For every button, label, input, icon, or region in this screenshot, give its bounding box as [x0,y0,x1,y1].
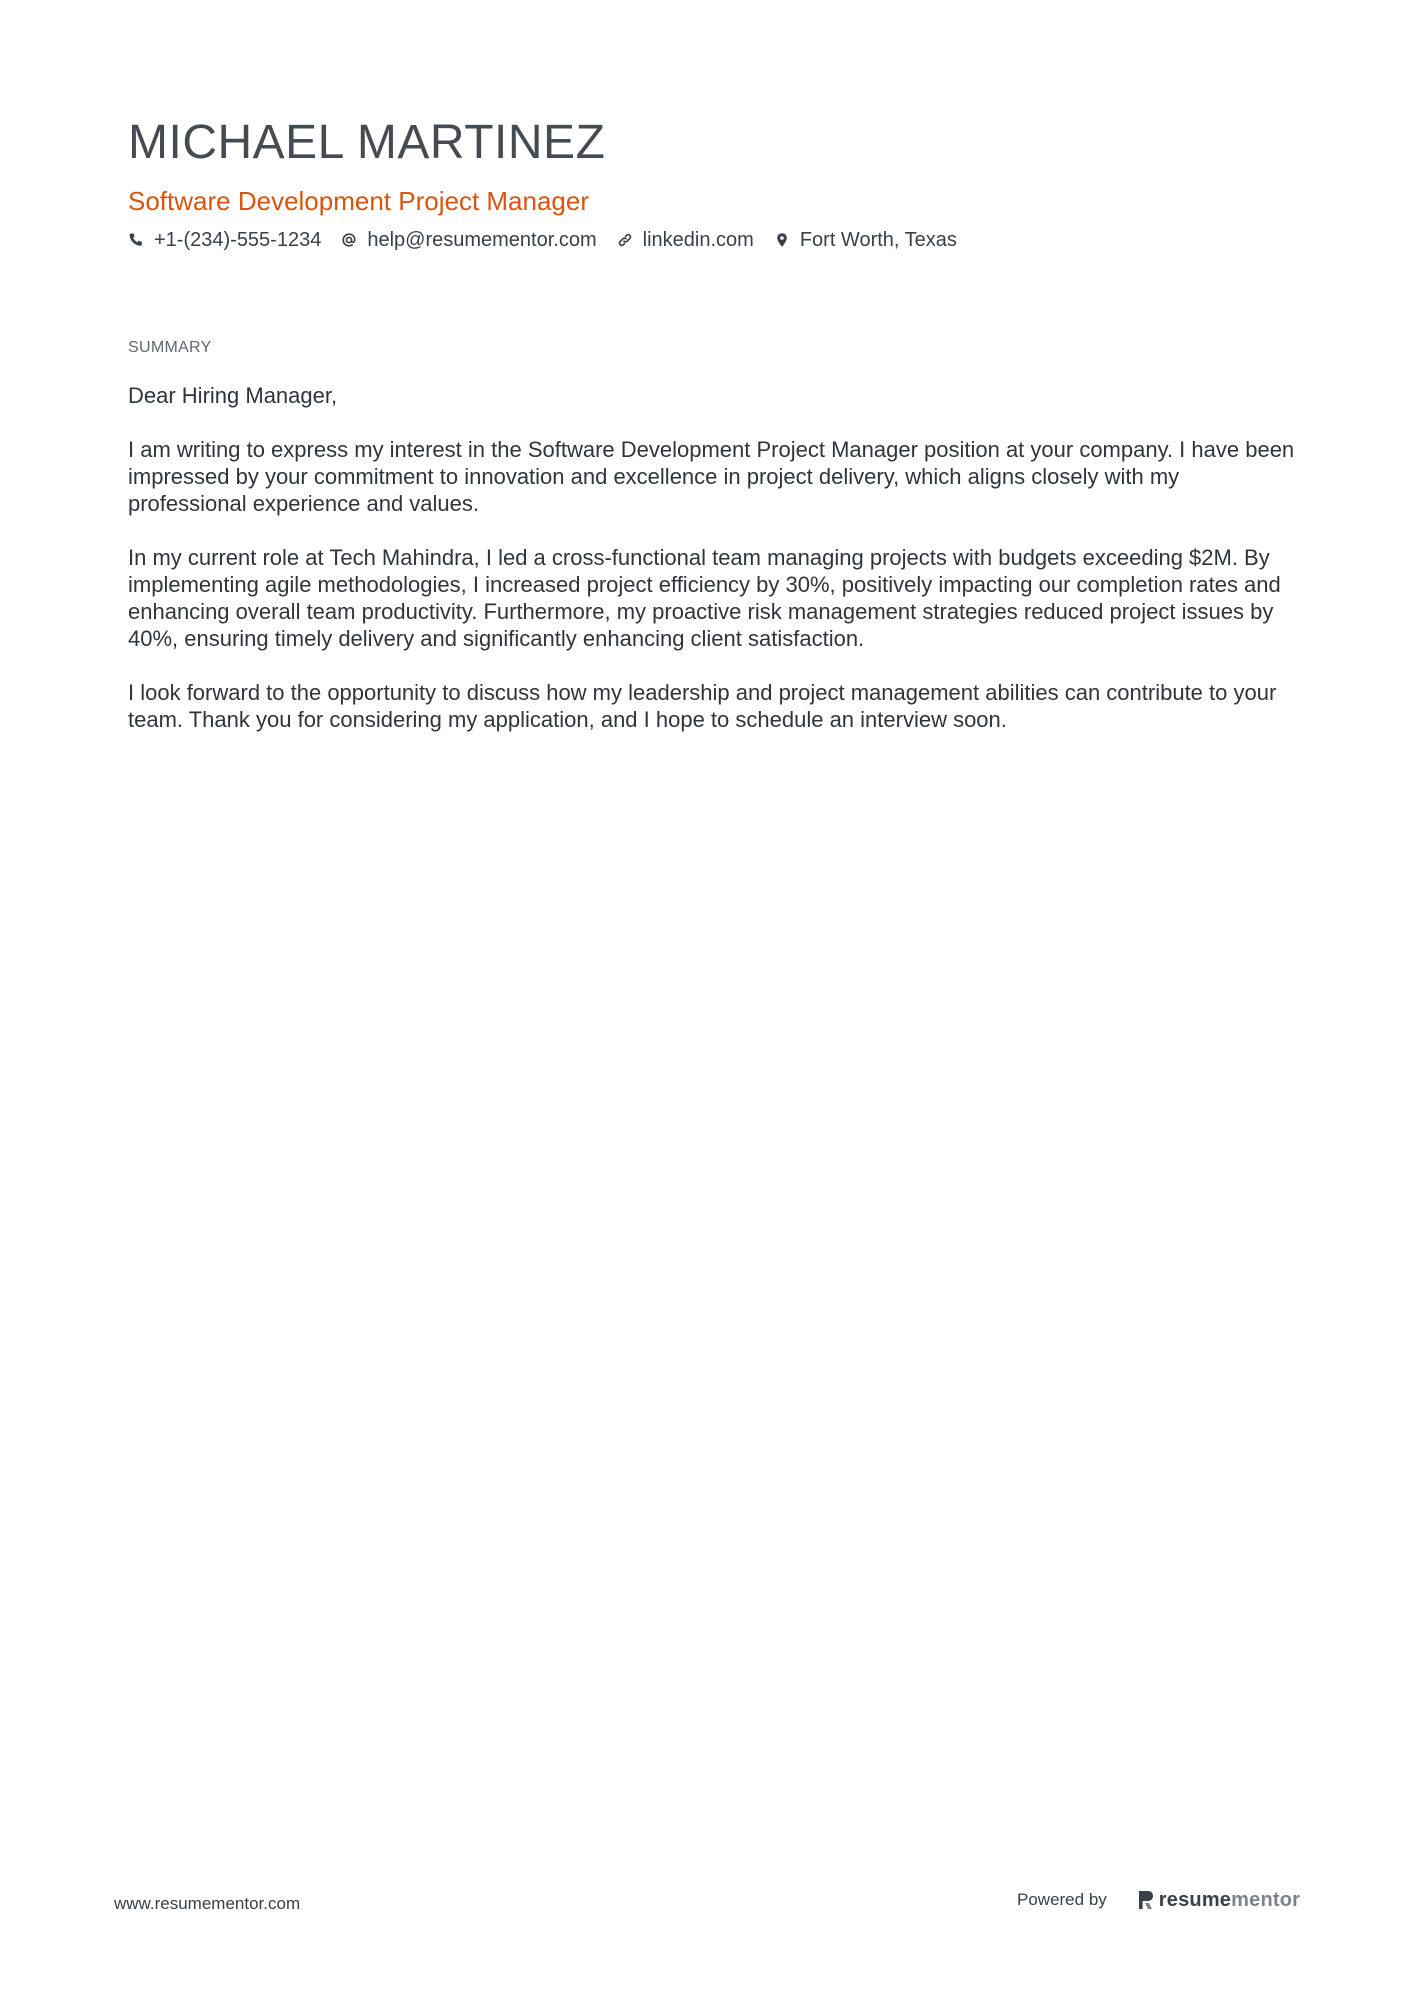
contact-email[interactable] [341,226,596,254]
contact-linkedin-text: linkedin.com [642,229,754,251]
letter-paragraph: I am writing to express my interest in the Software Development Project Manager position at your company. I have been impressed by your commitment to innovation and excellence in project delivery, which aligns closely with my professional experience and values. [128,437,1295,516]
job-title: Software Development Project Manager [128,186,590,216]
section-heading: SUMMARY [128,339,212,356]
contact-email-text: help@resumementor.com [367,229,597,251]
letter-salutation: Dear Hiring Manager, [128,383,338,408]
powered-by-text: Powered by [1017,1890,1107,1909]
footer-website[interactable]: www.resumementor.com [114,1894,301,1913]
summary-section [128,338,1300,760]
brand-name-part2: mentor [1231,1889,1301,1911]
location-pin-icon [774,232,790,248]
contact-bar [128,226,1298,254]
phone-icon [128,232,144,248]
candidate-name: MICHAEL MARTINEZ [128,116,606,169]
contact-phone-text: +1-(234)-555-1234 [154,229,322,251]
link-icon [617,232,633,248]
resumementor-logo-icon [1137,1889,1155,1911]
contact-location-text: Fort Worth, Texas [799,229,957,251]
letter-body [128,382,1300,733]
contact-linkedin[interactable] [617,226,754,254]
footer-branding [1017,1889,1300,1911]
letter-paragraph: I look forward to the opportunity to discuss how my leadership and project management abilities can contribute to your team. Thank you for considering my application, and I hope to schedule an interview soon. [128,680,1277,732]
at-icon [341,232,357,248]
contact-phone[interactable] [128,226,321,254]
letter-paragraph: In my current role at Tech Mahindra, I led a cross-functional team managing projects with budgets exceeding $2M. By implementing agile methodologies, I increased project efficiency by 30%, positively impacting our completion rates and enhancing overall team productivity. Furthermore, my proactive risk management strategies reduced project issues by 40%, ensuring timely delivery and significantly enhancing client satisfaction. [128,545,1281,651]
header [128,112,1298,254]
contact-location [774,226,957,254]
brand-logo[interactable] [1137,1889,1300,1911]
brand-name-part1: resume [1158,1889,1232,1911]
